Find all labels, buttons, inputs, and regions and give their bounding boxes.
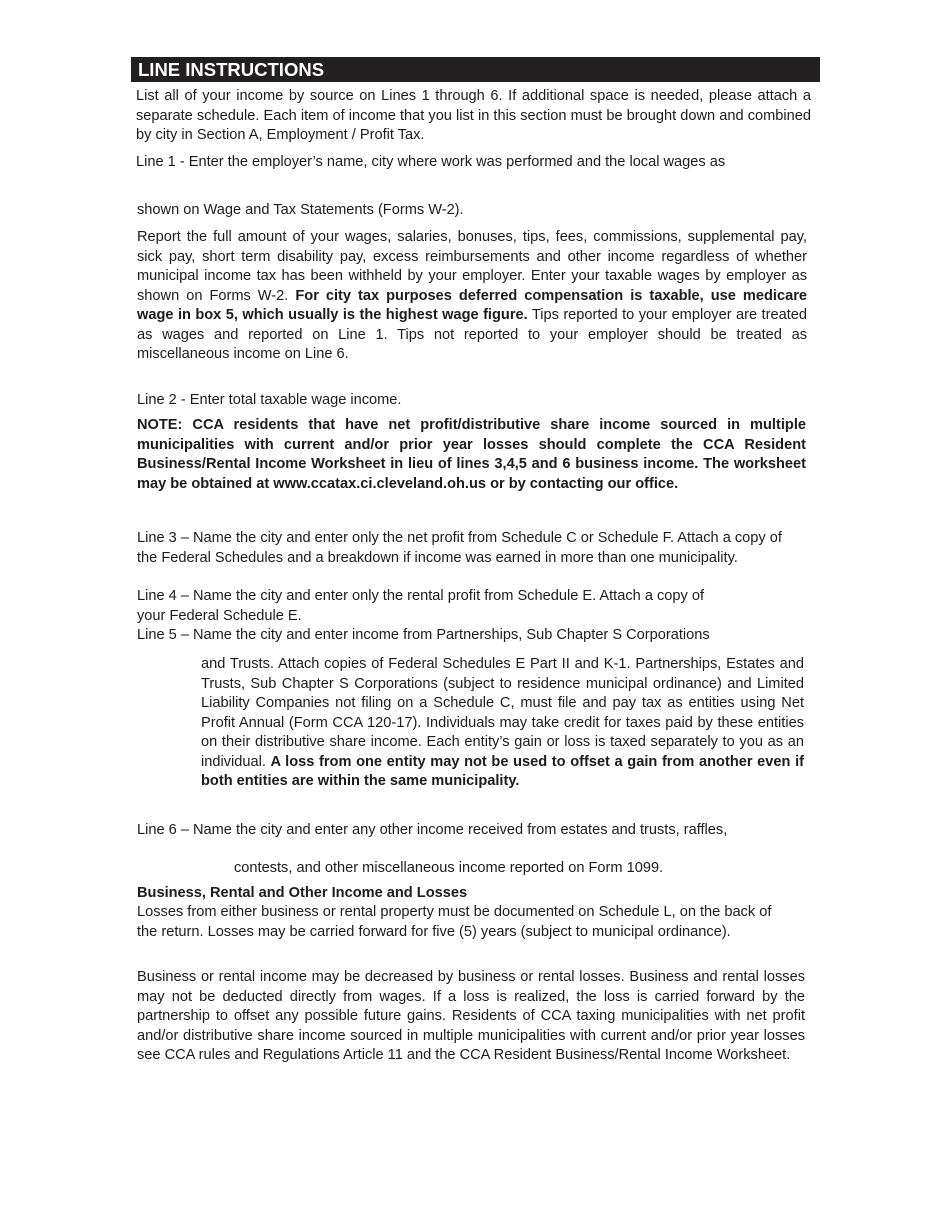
line6-continuation: contests, and other miscellaneous income reported on Form 1099. — [234, 860, 664, 876]
line2-instruction: Line 2 - Enter total taxable wage income. — [137, 392, 402, 408]
line5-instruction: Line 5 – Name the city and enter income from Partnerships, Sub Chapter S Corporations — [137, 627, 710, 643]
line6-instruction: Line 6 – Name the city and enter any other income received from estates and trusts, raffles, — [137, 822, 728, 838]
business-income-paragraph: Business or rental income may be decreased by business or rental losses. Business and rental losses may not be deducted directly from wages. If a loss is realized, the loss is carried forward by the partnership to offset any possible future gains. Residents of CCA taxing municipalities with net profit and/or distributive share income sourced in multiple municipalities with current and/or prior year losses see CCA rules and Regulations Article 11 and the CCA Resident Business/Rental Income Worksheet. — [137, 969, 805, 1063]
line3-instruction: Line 3 – Name the city and enter only the net profit from Schedule C or Schedule F. Attach a copy of the Federal Schedules and a breakdown if income was earned in more than one municipality. — [137, 530, 782, 566]
section-header: LINE INSTRUCTIONS — [131, 57, 820, 82]
loss-offset-note: A loss from one entity may not be used to offset a gain from another even if both entities are within the same municipality. — [201, 753, 804, 789]
deferred-comp-note: For city tax purposes deferred compensation is taxable, use medicare wage in box 5, which usually is the highest wage figure. — [137, 287, 807, 323]
intro-paragraph: List all of your income by source on Lines 1 through 6. If additional space is needed, please attach a separate schedule. Each item of income that you list in this section must be brought down and combined by city in Section A, Employment / Profit Tax. — [136, 88, 811, 143]
business-heading: Business, Rental and Other Income and Losses — [137, 885, 468, 901]
wages-text: Report the full amount of your wages, salaries, bonuses, tips, fees, commissions, supplemental pay, sick pay, short term disability pay, excess reimbursements and other income regardless of whether municipal income tax has been withheld by your employer. Enter your taxable wages by employer as shown on Forms W-2. — [137, 229, 807, 304]
line4-instruction: Line 4 – Name the city and enter only the rental profit from Schedule E. Attach a copy of — [137, 588, 705, 604]
cca-note: NOTE: CCA residents that have net profit/distributive share income sourced in multiple municipalities with current and/or prior year losses should complete the CCA Resident Business/Rental Income Worksheet in lieu of lines 3,4,5 and 6 business income. The worksheet may be obtained at www.ccatax.ci.cleveland.oh.us or by contacting our office. — [137, 417, 806, 492]
line1-instruction: Line 1 - Enter the employer’s name, city where work was performed and the local wages as — [136, 154, 726, 170]
line1-continuation: shown on Wage and Tax Statements (Forms W-2). — [137, 202, 464, 218]
wages-paragraph — [137, 228, 807, 365]
tips-text: Tips reported to your employer are treated as wages and reported on Line 1. Tips not reported to your employer should be treated as miscellaneous income on Line 6. — [137, 307, 807, 362]
business-losses-paragraph: Losses from either business or rental property must be documented on Schedule L, on the back of the return. Losses may be carried forward for five (5) years (subject to municipal ordinance). — [137, 904, 772, 940]
line5-body: and Trusts. Attach copies of Federal Schedules E Part II and K-1. Partnerships, Estates and Trusts, Sub Chapter S Corporations (subject to residence municipal ordinance) and Limited Liability Companies not filing on a Schedule C, must file and pay tax as entities using Net Profit Annual (Form CCA 120-17). Individuals may take credit for taxes paid by these entities on their distributive share income. Each entity’s gain or loss is taxed separately to you as an individual. — [201, 656, 804, 770]
line4-continuation: your Federal Schedule E. — [137, 608, 302, 624]
line5-continuation — [201, 655, 804, 792]
